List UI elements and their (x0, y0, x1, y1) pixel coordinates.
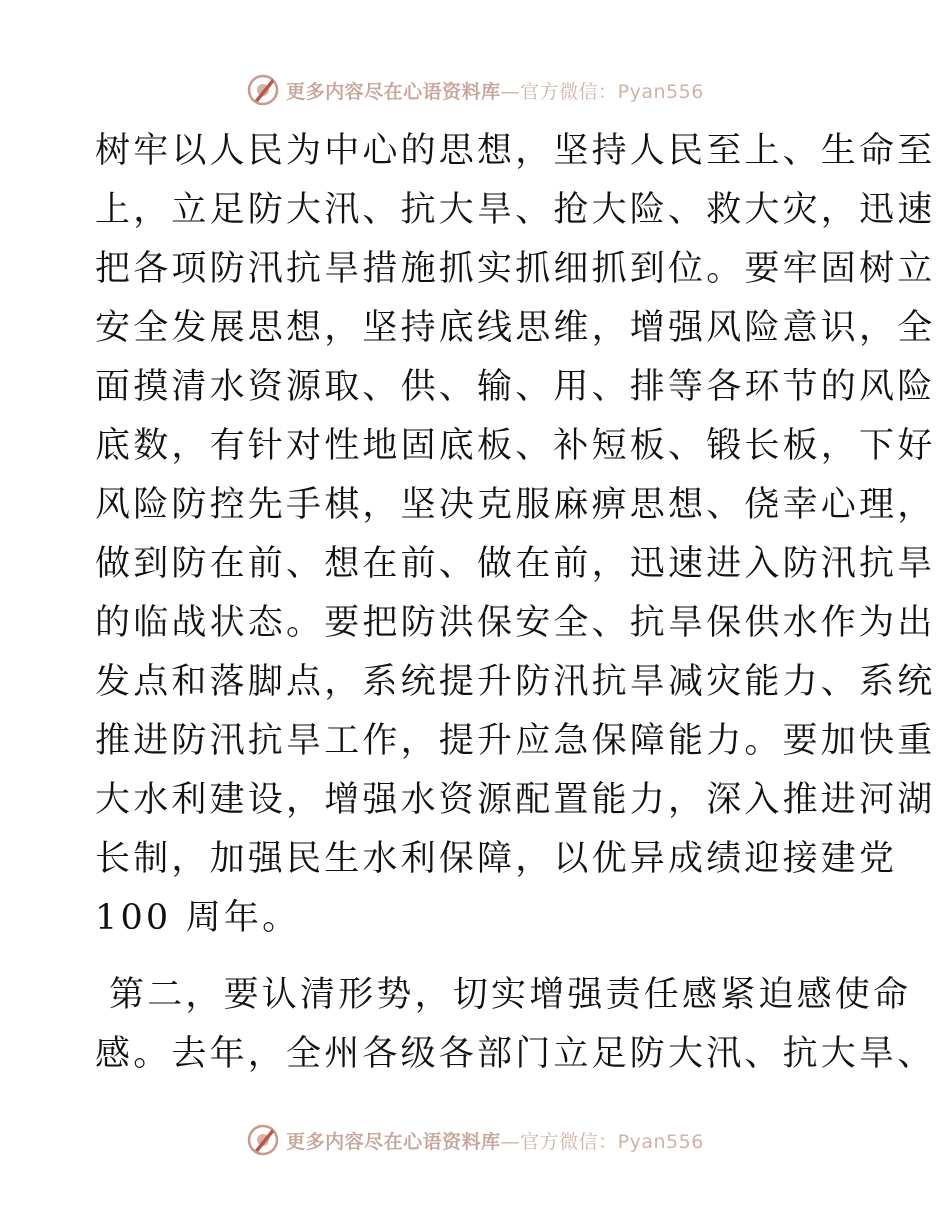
quill-logo-icon (246, 1123, 280, 1157)
text-line: 100 周年。 (95, 898, 301, 938)
text-line: 大水利建设，增强水资源配置能力，深入推进河湖 (95, 780, 936, 820)
text-line: 发点和落脚点，系统提升防汛抗旱减灾能力、系统 (95, 662, 936, 702)
quill-logo-icon (246, 73, 280, 107)
text-line: 风险防控先手棋，坚决克服麻痹思想、侥幸心理， (95, 485, 936, 525)
text-line: 把各项防汛抗旱措施抓实抓细抓到位。要牢固树立 (95, 249, 936, 289)
paragraph-1 (95, 122, 936, 948)
text-line: 推进防汛抗旱工作，提升应急保障能力。要加快重 (95, 721, 936, 761)
text-line: 底数，有针对性地固底板、补短板、锻长板，下好 (95, 426, 936, 466)
watermark-bold-text: 更多内容尽在心语资料库 (286, 80, 501, 103)
watermark-wechat-text: —官方微信：Pyan556 (500, 1130, 704, 1153)
text-line: 面摸清水资源取、供、输、用、排等各环节的风险 (95, 367, 936, 407)
text-line: 第二，要认清形势，切实增强责任感紧迫感使命 (109, 975, 912, 1015)
watermark-wechat-text: —官方微信：Pyan556 (500, 80, 704, 103)
watermark-bold-text: 更多内容尽在心语资料库 (286, 1130, 501, 1153)
text-line: 上，立足防大汛、抗大旱、抢大险、救大灾，迅速 (95, 190, 936, 230)
text-line: 安全发展思想，坚持底线思维，增强风险意识，全 (95, 308, 936, 348)
text-line: 长制，加强民生水利保障，以优异成绩迎接建党 (95, 839, 898, 879)
document-body (95, 122, 936, 1084)
text-line: 树牢以人民为中心的思想，坚持人民至上、生命至 (95, 131, 936, 171)
header-watermark (0, 70, 950, 110)
text-line: 感。去年，全州各级各部门立足防大汛、抗大旱、 (95, 1034, 936, 1074)
footer-watermark (0, 1120, 950, 1160)
text-line: 的临战状态。要把防洪保安全、抗旱保供水作为出 (95, 603, 936, 643)
text-line: 做到防在前、想在前、做在前，迅速进入防汛抗旱 (95, 544, 936, 584)
paragraph-2 (95, 966, 936, 1084)
